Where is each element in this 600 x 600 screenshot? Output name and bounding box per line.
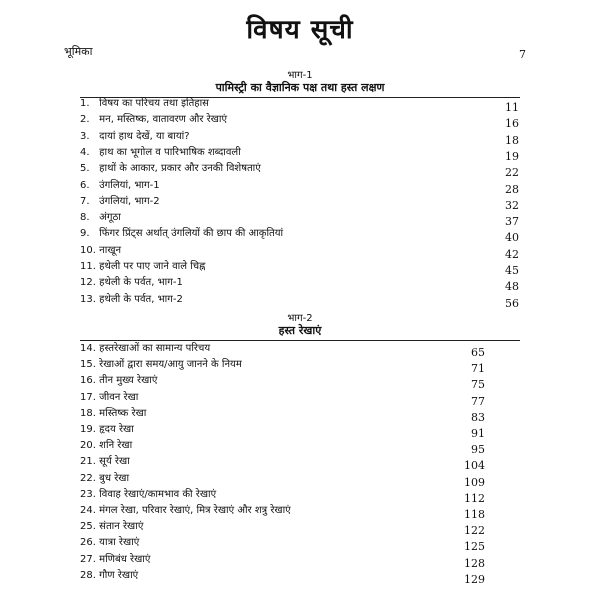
toc-entry-number: 1. [80, 98, 90, 109]
toc-entry-title: मस्तिष्क रेखा [96, 407, 147, 419]
toc-entry-number: 11. [80, 261, 96, 272]
toc-entry-number: 3. [80, 130, 90, 142]
toc-entry-number: 17. [80, 391, 96, 403]
toc-entry-number: 13. [80, 293, 96, 305]
toc-entry-number: 25. [80, 521, 96, 533]
toc-entry-number: 14. [80, 343, 96, 354]
toc-entry-title: यात्रा रेखाएं [96, 537, 140, 549]
toc-entry-page: 128 [464, 556, 485, 570]
toc-entry-page: 16 [505, 117, 519, 131]
toc-entry-title: सूर्य रेखा [96, 456, 130, 468]
toc-entry-title: विवाह रेखाएं/कामभाव की रेखाएं [96, 488, 217, 500]
toc-entry-title: संतान रेखाएं [96, 521, 144, 533]
toc-entry-page: 95 [471, 443, 485, 457]
toc-entry [80, 194, 160, 209]
toc-entry-title: उंगलियां, भाग-1 [96, 179, 160, 191]
toc-entry-page: 19 [505, 149, 519, 163]
toc-entry-number: 28. [80, 569, 96, 581]
toc-entry-title: मंगल रेखा, परिवार रेखाएं, मित्र रेखाएं और शत्रु रेखाएं [96, 505, 291, 516]
toc-entry-title: गौण रेखाएं [96, 569, 139, 581]
part2-subheading: हस्त रेखाएं [278, 324, 322, 337]
toc-entry-number: 2. [80, 114, 90, 126]
toc-entry-page: 125 [464, 540, 485, 554]
toc-entry-page: 18 [505, 133, 519, 147]
intro-label: भूमिका [64, 45, 93, 58]
toc-entry-title: हथेली के पर्वत, भाग-1 [96, 277, 183, 289]
toc-entry-number: 15. [80, 359, 96, 371]
toc-entry [80, 373, 157, 388]
toc-entry-title: दायां हाथ देखें, या बायां? [96, 130, 190, 142]
toc-entry-number: 10. [80, 244, 96, 256]
toc-entry [80, 226, 283, 241]
toc-entry-number: 27. [80, 553, 96, 565]
toc-entry-page: 65 [471, 346, 485, 359]
toc-entry-number: 8. [80, 212, 90, 224]
toc-entry-page: 112 [464, 491, 485, 505]
toc-entry-title: हस्तरेखाओं का सामान्य परिचय [96, 343, 211, 354]
toc-entry [80, 112, 227, 127]
toc-entry [80, 292, 183, 307]
toc-entry [80, 487, 216, 502]
toc-entry-title: नाखून [96, 244, 122, 256]
toc-entry-page: 75 [471, 378, 485, 392]
toc-entry-number: 24. [80, 505, 96, 516]
toc-entry [80, 129, 190, 144]
toc-entry [80, 259, 205, 274]
toc-entry-page: 32 [505, 198, 519, 212]
toc-entry-page: 28 [505, 182, 519, 196]
toc-entry-number: 22. [80, 472, 96, 484]
toc-entry [80, 454, 130, 469]
toc-entry-page: 42 [505, 247, 519, 261]
toc-entry-page: 83 [471, 410, 485, 424]
part1-heading: भाग-1 [287, 70, 313, 81]
toc-entry-number: 7. [80, 195, 90, 207]
toc-entry-title: तीन मुख्य रेखाएं [96, 375, 158, 387]
toc-entry-title: शनि रेखा [96, 440, 133, 452]
toc-entry-number: 5. [80, 163, 90, 175]
toc-entry-title: उंगलियां, भाग-2 [96, 195, 160, 207]
toc-entry-number: 19. [80, 424, 96, 435]
toc-entry [80, 503, 291, 518]
toc-entry-page: 11 [505, 101, 519, 114]
toc-entry [80, 422, 134, 437]
toc-entry [80, 145, 241, 160]
toc-entry-title: बुध रेखा [96, 472, 130, 484]
toc-entry [80, 568, 138, 583]
part1-subheading: पामिस्ट्री का वैज्ञानिक पक्ष तथा हस्त लक्षण [215, 81, 385, 94]
toc-entry [80, 406, 146, 421]
toc-entry-title: हृदय रेखा [96, 424, 134, 435]
toc-entry-number: 16. [80, 375, 96, 387]
toc-entry-number: 4. [80, 146, 90, 158]
toc-entry [80, 96, 209, 111]
toc-entry-page: 45 [505, 264, 519, 277]
toc-entry-title: मन, मस्तिष्क, वातावरण और रेखाएं [96, 114, 227, 126]
toc-entry-number: 21. [80, 456, 96, 468]
toc-entry-title: जीवन रेखा [96, 391, 139, 403]
toc-entry-title: हथेली के पर्वत, भाग-2 [96, 293, 183, 305]
toc-entry-page: 109 [464, 475, 485, 489]
toc-entry-title: मणिबंध रेखाएं [96, 553, 151, 565]
toc-entry-page: 56 [505, 296, 519, 310]
toc-entry-page: 22 [505, 166, 519, 180]
toc-entry-number: 9. [80, 228, 90, 240]
toc-entry [80, 535, 139, 550]
toc-entry-number: 18. [80, 407, 96, 419]
toc-entry [80, 357, 242, 372]
toc-entry [80, 438, 132, 453]
toc-entry [80, 178, 160, 193]
toc-entry-page: 122 [464, 524, 485, 538]
toc-entry-page: 71 [471, 362, 485, 376]
toc-entry-title: फिंगर प्रिंट्स अर्थात् उंगलियों की छाप की आकृतियां [96, 228, 284, 240]
toc-entry-title: हथेली पर पाए जाने वाले चिह्न [96, 261, 206, 272]
toc-entry-title: विषय का परिचय तथा इतिहास [96, 98, 209, 109]
toc-entry-number: 20. [80, 440, 96, 452]
part2-heading: भाग-2 [287, 313, 313, 324]
page-title: विषय सूची [246, 15, 354, 45]
toc-entry-page: 37 [505, 215, 519, 229]
toc-entry-page: 104 [464, 459, 485, 473]
toc-entry-title: हाथों के आकार, प्रकार और उनकी विशेषताएं [96, 163, 261, 175]
toc-entry-number: 23. [80, 488, 96, 500]
toc-entry-title: हाथ का भूगोल व पारिभाषिक शब्दावली [96, 146, 241, 158]
toc-entry [80, 552, 150, 567]
toc-entry-title: रेखाओं द्वारा समय/आयु जानने के नियम [96, 359, 242, 371]
toc-entry-number: 6. [80, 179, 90, 191]
toc-entry [80, 243, 121, 258]
toc-entry-number: 26. [80, 537, 96, 549]
toc-entry-page: 48 [505, 280, 519, 294]
toc-entry-page: 129 [464, 572, 485, 586]
toc-entry [80, 519, 143, 534]
toc-entry [80, 210, 121, 225]
toc-entry-number: 12. [80, 277, 96, 289]
toc-entry [80, 390, 138, 405]
toc-entry [80, 341, 210, 356]
toc-entry-title: अंगूठा [96, 212, 121, 224]
toc-entry [80, 275, 183, 290]
toc-entry-page: 91 [471, 427, 485, 440]
toc-entry-page: 77 [471, 394, 485, 408]
intro-page-number: 7 [519, 48, 526, 61]
toc-entry [80, 471, 129, 486]
toc-entry-page: 40 [505, 231, 519, 245]
toc-entry-page: 118 [464, 508, 485, 521]
toc-entry [80, 161, 261, 176]
